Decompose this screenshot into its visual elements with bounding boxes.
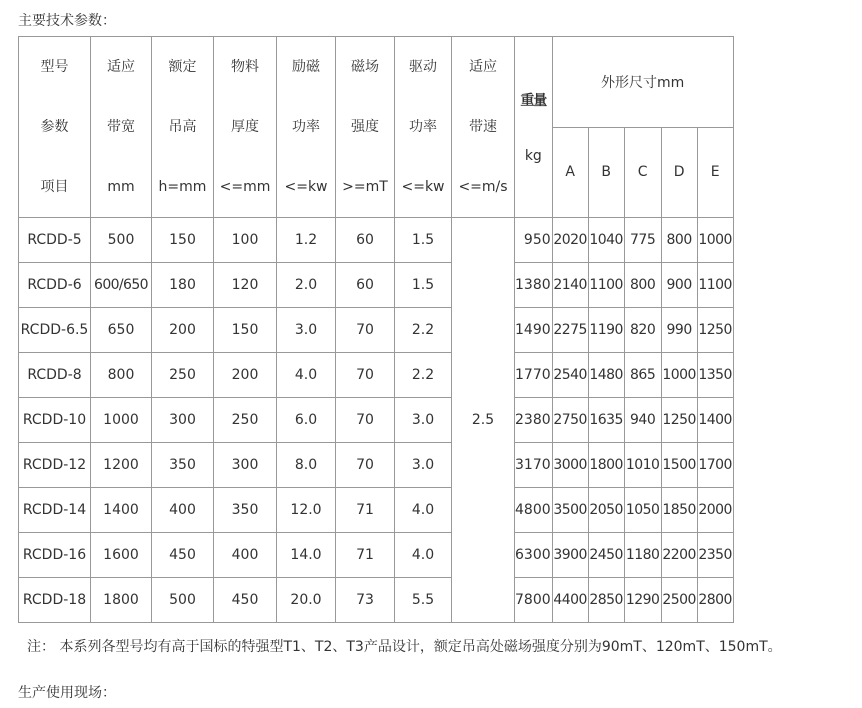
table-cell: 2020 xyxy=(552,218,588,263)
column-header-line: 驱动 xyxy=(409,59,437,75)
table-cell: 350 xyxy=(214,488,277,533)
table-cell: 1040 xyxy=(588,218,624,263)
column-header-line: 型号 xyxy=(40,59,69,75)
table-cell: 2500 xyxy=(661,578,697,623)
column-header-line: 物料 xyxy=(231,59,259,75)
table-cell: 3900 xyxy=(552,533,588,578)
table-cell: 1050 xyxy=(624,488,661,533)
table-row xyxy=(19,308,734,353)
table-row xyxy=(19,263,734,308)
table-cell: 3.0 xyxy=(277,308,336,353)
table-cell: 70 xyxy=(336,308,395,353)
table-cell: 6300 xyxy=(515,533,553,578)
table-cell: 2000 xyxy=(697,488,733,533)
model-cell: RCDD-14 xyxy=(19,488,91,533)
dimension-header: E xyxy=(697,127,733,218)
model-cell: RCDD-8 xyxy=(19,353,91,398)
note-text: 注： 本系列各型号均有高于国标的特强型T1、T2、T3产品设计，额定吊高处磁场强度分别为90mT、120mT、150mT。 xyxy=(27,639,782,655)
table-cell: 12.0 xyxy=(277,488,336,533)
table-cell: 450 xyxy=(214,578,277,623)
dimension-header: B xyxy=(588,127,624,218)
table-cell: 1400 xyxy=(91,488,152,533)
table-row xyxy=(19,533,734,578)
table-cell: 800 xyxy=(624,263,661,308)
table-cell: 950 xyxy=(515,218,553,263)
table-cell: 820 xyxy=(624,308,661,353)
table-cell: 1290 xyxy=(624,578,661,623)
table-cell: 1.5 xyxy=(395,263,452,308)
table-cell: 70 xyxy=(336,443,395,488)
table-cell: 3000 xyxy=(552,443,588,488)
column-header-line: 额定 xyxy=(168,59,197,75)
weight-header-unit: kg xyxy=(524,148,542,164)
table-cell: 2850 xyxy=(588,578,624,623)
weight-header xyxy=(515,37,553,218)
model-cell: RCDD-12 xyxy=(19,443,91,488)
table-cell: 1635 xyxy=(588,398,624,443)
table-cell: 2275 xyxy=(552,308,588,353)
table-row xyxy=(19,398,734,443)
table-cell: 20.0 xyxy=(277,578,336,623)
table-cell: 14.0 xyxy=(277,533,336,578)
table-cell: 1.5 xyxy=(395,218,452,263)
table-cell: 2.2 xyxy=(395,308,452,353)
table-cell: 1100 xyxy=(697,263,733,308)
table-cell: 1350 xyxy=(697,353,733,398)
table-cell: 60 xyxy=(336,263,395,308)
table-cell: 1700 xyxy=(697,443,733,488)
table-cell: 1250 xyxy=(697,308,733,353)
table-cell: 4400 xyxy=(552,578,588,623)
column-header-line: <=kw xyxy=(284,179,328,195)
belt-speed-cell: 2.5 xyxy=(452,218,515,623)
column-header xyxy=(19,37,91,218)
column-header xyxy=(91,37,152,218)
table-cell: 3.0 xyxy=(395,443,452,488)
table-cell: 4.0 xyxy=(395,488,452,533)
table-cell: 70 xyxy=(336,398,395,443)
column-header xyxy=(214,37,277,218)
table-cell: 70 xyxy=(336,353,395,398)
table-cell: 1400 xyxy=(697,398,733,443)
column-header-line: >=mT xyxy=(342,179,388,195)
column-header-line: <=kw xyxy=(401,179,445,195)
table-cell: 1500 xyxy=(661,443,697,488)
table-cell: 940 xyxy=(624,398,661,443)
table-cell: 2380 xyxy=(515,398,553,443)
header-row xyxy=(19,37,734,128)
table-cell: 1800 xyxy=(91,578,152,623)
table-cell: 250 xyxy=(214,398,277,443)
model-cell: RCDD-16 xyxy=(19,533,91,578)
table-cell: 300 xyxy=(214,443,277,488)
column-header-line: 参数 xyxy=(40,119,69,135)
table-cell: 990 xyxy=(661,308,697,353)
table-cell: 775 xyxy=(624,218,661,263)
column-header-line: 励磁 xyxy=(292,59,320,75)
footer-heading: 生产使用现场： xyxy=(18,685,116,701)
dimension-header: D xyxy=(661,127,697,218)
table-cell: 1000 xyxy=(697,218,733,263)
table-cell: 2350 xyxy=(697,533,733,578)
table-cell: 4800 xyxy=(515,488,553,533)
dimension-header: A xyxy=(552,127,588,218)
table-cell: 60 xyxy=(336,218,395,263)
column-header xyxy=(395,37,452,218)
table-cell: 1200 xyxy=(91,443,152,488)
table-cell: 1600 xyxy=(91,533,152,578)
table-row xyxy=(19,443,734,488)
model-cell: RCDD-10 xyxy=(19,398,91,443)
table-cell: 2450 xyxy=(588,533,624,578)
table-cell: 600/650 xyxy=(91,263,152,308)
column-header xyxy=(452,37,515,218)
table-row xyxy=(19,578,734,623)
column-header-line: 功率 xyxy=(292,119,320,135)
table-cell: 1000 xyxy=(91,398,152,443)
section-heading: 主要技术参数： xyxy=(18,13,116,29)
column-header-line: mm xyxy=(107,179,135,195)
dimension-group-header: 外形尺寸mm xyxy=(552,37,733,128)
weight-header-label: 重量 xyxy=(520,93,547,109)
model-cell: RCDD-6.5 xyxy=(19,308,91,353)
spec-table xyxy=(18,36,734,623)
column-header-line: 厚度 xyxy=(231,119,259,135)
table-cell: 400 xyxy=(214,533,277,578)
table-cell: 1380 xyxy=(515,263,553,308)
table-cell: 3.0 xyxy=(395,398,452,443)
table-cell: 2750 xyxy=(552,398,588,443)
column-header xyxy=(336,37,395,218)
table-cell: 400 xyxy=(152,488,214,533)
table-cell: 2.2 xyxy=(395,353,452,398)
table-cell: 2200 xyxy=(661,533,697,578)
table-cell: 450 xyxy=(152,533,214,578)
dimension-header: C xyxy=(624,127,661,218)
table-cell: 6.0 xyxy=(277,398,336,443)
table-cell: 500 xyxy=(91,218,152,263)
table-cell: 800 xyxy=(661,218,697,263)
model-cell: RCDD-5 xyxy=(19,218,91,263)
table-cell: 1.2 xyxy=(277,218,336,263)
table-cell: 73 xyxy=(336,578,395,623)
table-cell: 500 xyxy=(152,578,214,623)
table-cell: 8.0 xyxy=(277,443,336,488)
column-header-line: 强度 xyxy=(351,119,379,135)
table-cell: 1490 xyxy=(515,308,553,353)
column-header-line: 带宽 xyxy=(107,119,135,135)
table-cell: 4.0 xyxy=(277,353,336,398)
table-cell: 1250 xyxy=(661,398,697,443)
table-cell: 1180 xyxy=(624,533,661,578)
table-cell: 150 xyxy=(152,218,214,263)
table-cell: 180 xyxy=(152,263,214,308)
table-cell: 7800 xyxy=(515,578,553,623)
table-row xyxy=(19,218,734,263)
table-cell: 1850 xyxy=(661,488,697,533)
table-cell: 2050 xyxy=(588,488,624,533)
column-header-line: 功率 xyxy=(409,119,437,135)
table-cell: 650 xyxy=(91,308,152,353)
column-header-line: <=mm xyxy=(219,179,271,195)
table-cell: 900 xyxy=(661,263,697,308)
table-cell: 2140 xyxy=(552,263,588,308)
table-cell: 1000 xyxy=(661,353,697,398)
column-header-line: 项目 xyxy=(40,179,69,195)
table-cell: 2800 xyxy=(697,578,733,623)
model-cell: RCDD-18 xyxy=(19,578,91,623)
table-cell: 1010 xyxy=(624,443,661,488)
table-cell: 1480 xyxy=(588,353,624,398)
table-cell: 5.5 xyxy=(395,578,452,623)
table-cell: 2.0 xyxy=(277,263,336,308)
table-cell: 1100 xyxy=(588,263,624,308)
table-cell: 250 xyxy=(152,353,214,398)
table-cell: 71 xyxy=(336,533,395,578)
table-cell: 3500 xyxy=(552,488,588,533)
table-cell: 120 xyxy=(214,263,277,308)
table-cell: 300 xyxy=(152,398,214,443)
model-cell: RCDD-6 xyxy=(19,263,91,308)
table-cell: 3170 xyxy=(515,443,553,488)
table-cell: 2540 xyxy=(552,353,588,398)
column-header-line: 适应 xyxy=(469,59,497,75)
table-row xyxy=(19,488,734,533)
column-header xyxy=(277,37,336,218)
table-cell: 800 xyxy=(91,353,152,398)
table-cell: 350 xyxy=(152,443,214,488)
table-cell: 71 xyxy=(336,488,395,533)
table-cell: 100 xyxy=(214,218,277,263)
table-cell: 150 xyxy=(214,308,277,353)
column-header-line: 适应 xyxy=(107,59,135,75)
table-cell: 865 xyxy=(624,353,661,398)
column-header-line: 带速 xyxy=(469,119,497,135)
column-header-line: 吊高 xyxy=(168,119,197,135)
table-cell: 1800 xyxy=(588,443,624,488)
table-cell: 200 xyxy=(152,308,214,353)
column-header-line: <=m/s xyxy=(458,179,508,195)
table-cell: 1770 xyxy=(515,353,553,398)
table-cell: 1190 xyxy=(588,308,624,353)
table-cell: 200 xyxy=(214,353,277,398)
column-header xyxy=(152,37,214,218)
column-header-line: 磁场 xyxy=(351,59,379,75)
column-header-line: h=mm xyxy=(158,179,207,195)
table-cell: 4.0 xyxy=(395,533,452,578)
table-row xyxy=(19,353,734,398)
